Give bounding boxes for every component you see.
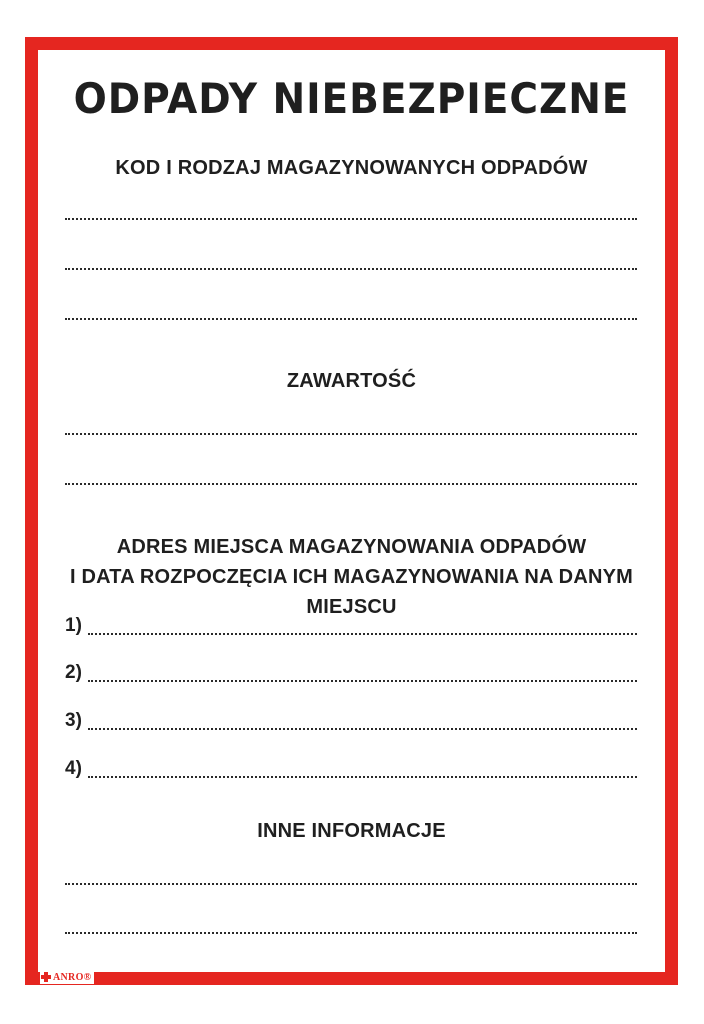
fill-line-content-1[interactable] — [65, 433, 637, 435]
fill-line-code-2[interactable] — [65, 268, 637, 270]
fill-dots[interactable] — [88, 776, 637, 778]
address-heading-line-1: ADRES MIEJSCA MAGAZYNOWANIA ODPADÓW — [116, 536, 587, 558]
sign-title: ODPADY NIEBEZPIECZNE — [73, 74, 630, 123]
anro-logo — [40, 970, 94, 984]
numbered-line-2[interactable] — [65, 662, 637, 688]
section-heading-other: INNE INFORMACJE — [257, 820, 446, 842]
section-heading-code: KOD I RODZAJ MAGAZYNOWANYCH ODPADÓW — [115, 157, 588, 179]
fill-dots[interactable] — [88, 680, 637, 682]
item-number: 2) — [65, 662, 82, 683]
numbered-line-1[interactable] — [65, 615, 637, 641]
fill-line-code-3[interactable] — [65, 318, 637, 320]
numbered-line-4[interactable] — [65, 758, 637, 784]
cross-icon — [41, 972, 51, 982]
fill-dots[interactable] — [88, 633, 637, 635]
item-number: 1) — [65, 615, 82, 636]
section-heading-address — [25, 532, 678, 622]
section-heading-content: ZAWARTOŚĆ — [286, 370, 417, 392]
address-heading-line-2: I DATA ROZPOCZĘCIA ICH MAGAZYNOWANIA NA DANYM MIEJSCU — [69, 566, 634, 618]
fill-line-code-1[interactable] — [65, 218, 637, 220]
numbered-line-3[interactable] — [65, 710, 637, 736]
logo-text: ANRO® — [53, 971, 92, 983]
fill-dots[interactable] — [88, 728, 637, 730]
item-number: 4) — [65, 758, 82, 779]
fill-line-other-1[interactable] — [65, 883, 637, 885]
fill-line-other-2[interactable] — [65, 932, 637, 934]
fill-line-content-2[interactable] — [65, 483, 637, 485]
item-number: 3) — [65, 710, 82, 731]
